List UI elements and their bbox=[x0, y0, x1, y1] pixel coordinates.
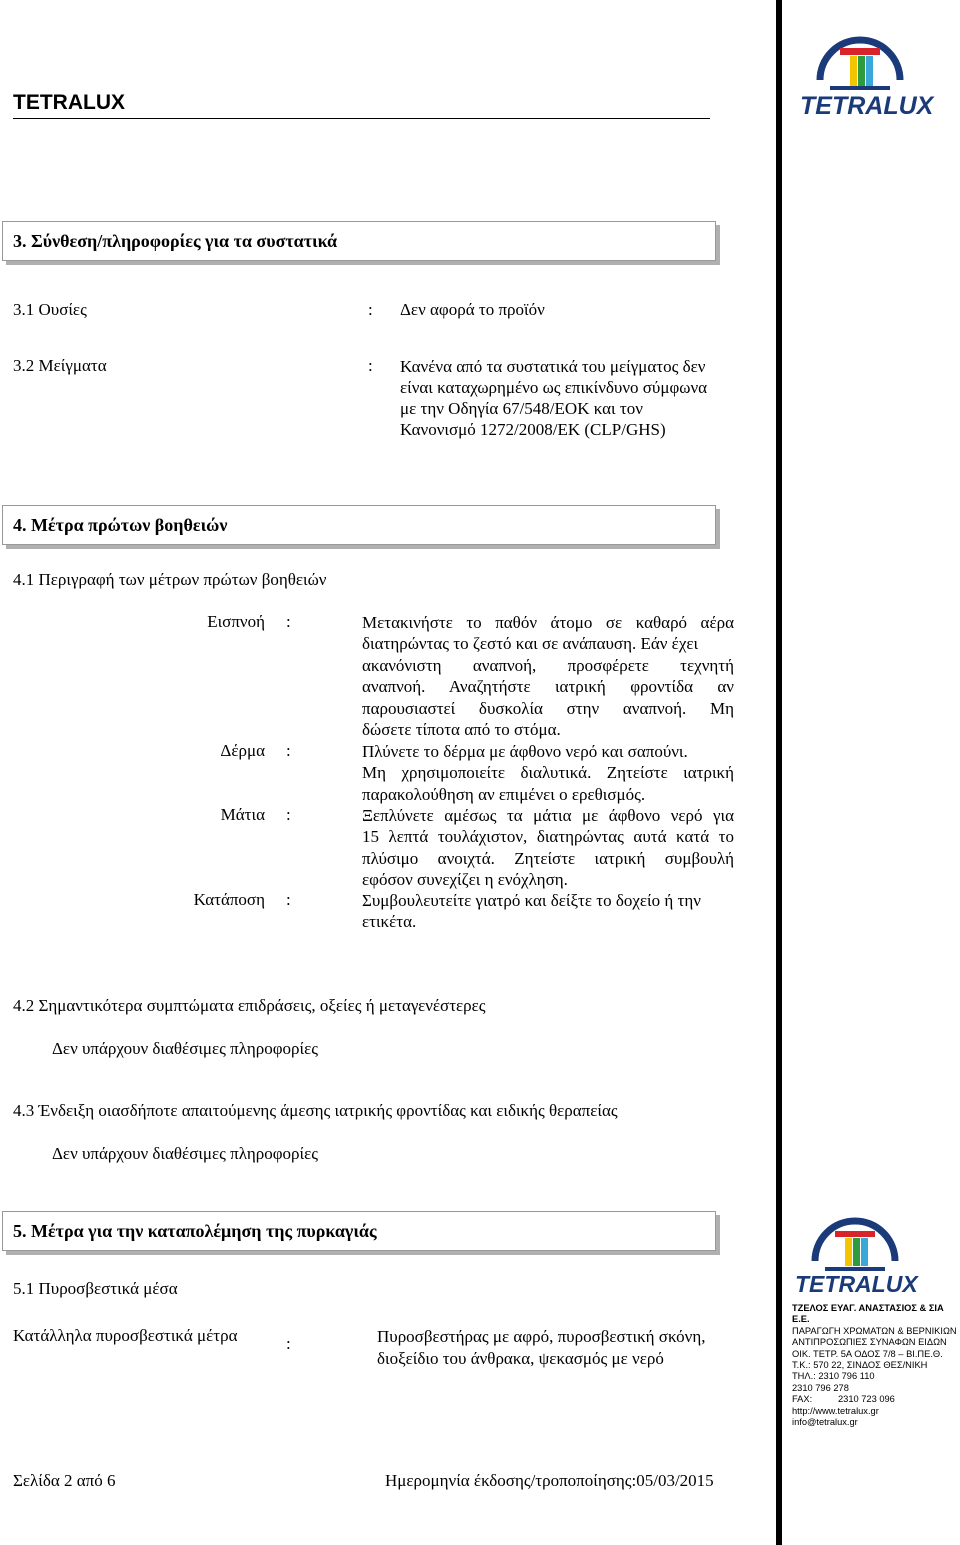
company-line: ΤΖΕΛΟΣ ΕΥΑΓ. ΑΝΑΣΤΑΣΙΟΣ & ΣΙΑ bbox=[792, 1303, 944, 1313]
text-line: Πλύνετε το δέρμα με άφθονο νερό και σαπούνι. bbox=[362, 742, 688, 761]
section-4-title: 4. Μέτρα πρώτων βοηθειών bbox=[13, 515, 228, 535]
first-aid-colon: : bbox=[286, 805, 291, 824]
s3-1-value: Δεν αφορά το προϊόν bbox=[400, 300, 545, 319]
tetralux-logo-bottom bbox=[795, 1215, 918, 1300]
s5-text bbox=[377, 1326, 706, 1370]
text-line: Πυροσβεστήρας με αφρό, πυροσβεστική σκόνη, bbox=[377, 1327, 706, 1346]
text-line: με την Οδηγία 67/548/ΕΟΚ και τον bbox=[400, 399, 643, 418]
company-line: Ε.Ε. bbox=[792, 1314, 810, 1325]
text-line: διοξείδιο του άνθρακα, ψεκασμός με νερό bbox=[377, 1349, 664, 1368]
s4-2-title: 4.2 Σημαντικότερα συμπτώματα επιδράσεις, οξείες ή μεταγενέστερες bbox=[13, 996, 486, 1015]
text-line: πλύσιμο ανοιχτά. Ζητείστε ιατρική συμβουλή bbox=[362, 848, 734, 868]
header-rule bbox=[13, 118, 710, 119]
text-line: Ξεπλύνετε αμέσως τα μάτια με άφθονο νερό για bbox=[362, 806, 734, 825]
tetralux-emblem-icon bbox=[795, 1215, 915, 1277]
footer-page-number: Σελίδα 2 από 6 bbox=[13, 1471, 116, 1490]
text-line: είναι καταχωρημένο ως επικίνδυνο σύμφωνα bbox=[400, 378, 708, 397]
tetralux-logo-top bbox=[800, 30, 934, 120]
first-aid-colon: : bbox=[286, 741, 291, 760]
company-line: ΤΗΛ.: 2310 796 110 bbox=[792, 1371, 875, 1382]
company-line: 2310 796 278 bbox=[792, 1382, 849, 1393]
text-line: δώσετε τίποτα από το στόμα. bbox=[362, 720, 561, 740]
text-line: παρουσιαστεί δυσκολία στην αναπνοή. Μη bbox=[362, 698, 734, 718]
s3-1-label: 3.1 Ουσίες bbox=[13, 300, 87, 319]
s5-colon: : bbox=[286, 1334, 291, 1353]
text-line: παρακολούθηση αν επιμένει ο ερεθισμός. bbox=[362, 784, 646, 804]
text-line: Μη χρησιμοποιείτε διαλυτικά. Ζητείστε ιατρική bbox=[362, 763, 734, 783]
section-5-header bbox=[2, 1211, 716, 1251]
text-line: Κανένα από τα συστατικά του μείγματος δεν bbox=[400, 357, 706, 376]
text-line: αναπνοή. Αναζητήστε ιατρική φροντίδα αν bbox=[362, 677, 734, 697]
s4-2-text: Δεν υπάρχουν διαθέσιμες πληροφορίες bbox=[52, 1039, 318, 1058]
s4-3-text: Δεν υπάρχουν διαθέσιμες πληροφορίες bbox=[52, 1144, 318, 1163]
s4-1-title: 4.1 Περιγραφή των μέτρων πρώτων βοηθειών bbox=[13, 570, 327, 589]
first-aid-label-inhalation: Εισπνοή bbox=[207, 612, 265, 631]
s5-1-title: 5.1 Πυροσβεστικά μέσα bbox=[13, 1279, 178, 1298]
text-line: διατηρώντας το ζεστό και σε ανάπαυση. Εάν έχει bbox=[362, 634, 699, 654]
text-line: εφόσον συνεχίζει η ενόχληση. bbox=[362, 870, 568, 890]
s3-2-label: 3.2 Μείγματα bbox=[13, 356, 107, 375]
s3-2-text bbox=[400, 356, 707, 440]
header-title: TETRALUX bbox=[13, 91, 125, 114]
s3-2-colon: : bbox=[368, 356, 373, 375]
text-line: ετικέτα. bbox=[362, 912, 417, 932]
footer-revision-date: Ημερομηνία έκδοσης/τροποποίησης:05/03/2015 bbox=[385, 1471, 714, 1490]
text-line: Κανονισμό 1272/2008/ΕΚ (CLP/GHS) bbox=[400, 420, 666, 439]
text-line: Συμβουλευτείτε γιατρό και δείξτε το δοχείο ή την bbox=[362, 891, 701, 910]
first-aid-text-ingestion bbox=[362, 890, 734, 933]
s5-label: Κατάλληλα πυροσβεστικά μέτρα bbox=[13, 1326, 238, 1345]
first-aid-text-skin bbox=[362, 741, 734, 805]
company-info bbox=[792, 1303, 960, 1428]
company-line: Τ.Κ.: 570 22, ΣΙΝΔΟΣ ΘΕΣ/ΝΙΚΗ bbox=[792, 1360, 928, 1371]
page-right-border bbox=[776, 0, 782, 1545]
first-aid-text-eyes bbox=[362, 805, 734, 891]
company-line: ΟΙΚ. ΤΕΤΡ. 5Α ΟΔΟΣ 7/8 – ΒΙ.ΠΕ.Θ. bbox=[792, 1348, 943, 1359]
text-line: Μετακινήστε το παθόν άτομο σε καθαρό αέρα bbox=[362, 613, 734, 632]
text-line: ακανόνιστη αναπνοή, προσφέρετε τεχνητή bbox=[362, 655, 734, 675]
first-aid-text-inhalation bbox=[362, 612, 734, 740]
text-line: 15 λεπτά τουλάχιστον, διατηρώντας αυτά κατά το bbox=[362, 827, 734, 847]
tetralux-emblem-icon bbox=[800, 30, 920, 100]
section-3-header bbox=[2, 221, 716, 261]
logo-wordmark: TETRALUX bbox=[800, 92, 934, 120]
company-line: ΠΑΡΑΓΩΓΗ ΧΡΩΜΑΤΩΝ & ΒΕΡΝΙΚΙΩΝ bbox=[792, 1325, 957, 1336]
s3-1-colon: : bbox=[368, 300, 373, 319]
first-aid-colon: : bbox=[286, 612, 291, 631]
company-line: ΑΝΤΙΠΡΟΣΩΠΙΕΣ ΣΥΝΑΦΩΝ ΕΙΔΩΝ bbox=[792, 1337, 947, 1348]
section-5-title: 5. Μέτρα για την καταπολέμηση της πυρκαγιάς bbox=[13, 1221, 377, 1241]
logo-wordmark: TETRALUX bbox=[795, 1271, 918, 1297]
s4-3-title: 4.3 Ένδειξη οιασδήποτε απαιτούμενης άμεσης ιατρικής φροντίδας και ειδικής θεραπείας bbox=[13, 1101, 618, 1120]
first-aid-label-eyes: Μάτια bbox=[220, 805, 265, 824]
first-aid-label-ingestion: Κατάποση bbox=[193, 890, 265, 909]
first-aid-label-skin: Δέρμα bbox=[220, 741, 265, 760]
section-3-title: 3. Σύνθεση/πληροφορίες για τα συστατικά bbox=[13, 231, 338, 251]
company-line: info@tetralux.gr bbox=[792, 1417, 858, 1428]
first-aid-colon: : bbox=[286, 890, 291, 909]
company-line: http://www.tetralux.gr bbox=[792, 1405, 879, 1416]
company-line: FAX: 2310 723 096 bbox=[792, 1394, 895, 1405]
section-4-header bbox=[2, 505, 716, 545]
